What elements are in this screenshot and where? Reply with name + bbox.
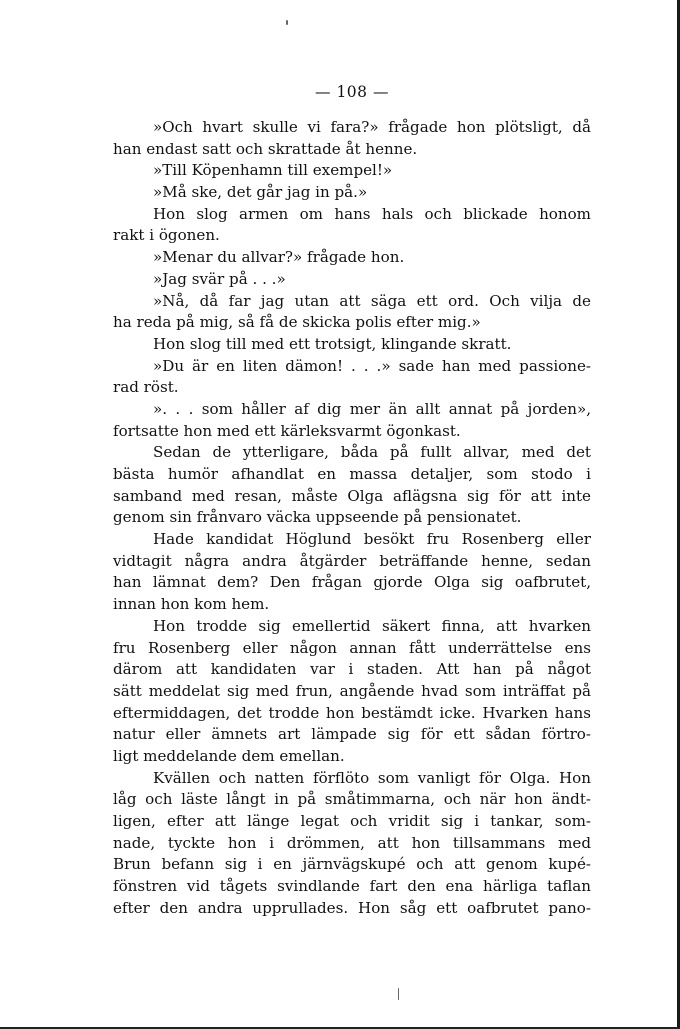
text-line: »Och hvart skulle vi fara?» frågade hon plötsligt, då — [153, 118, 591, 136]
text-line: Sedan de ytterligare, båda på fullt allvar, med det — [153, 443, 591, 462]
text-line: Hade kandidat Höglund besökt fru Rosenberg eller — [153, 530, 591, 549]
text-line: fortsatte hon med ett kärleksvarmt ögonkast. — [113, 421, 461, 440]
text-line: vidtagit några andra åtgärder beträffande henne, sedan — [113, 551, 591, 570]
text-line: rakt i ögonen. — [113, 226, 220, 245]
text-line: »Menar du allvar?» frågade hon. — [153, 248, 405, 267]
text-line: fru Rosenberg eller någon annan fått underrättelse ens — [113, 638, 591, 657]
text-line: därom att kandidaten var i staden. Att han på något — [113, 660, 591, 679]
text-line: ligt meddelande dem emellan. — [113, 746, 345, 765]
text-line: Hon slog till med ett trotsigt, klingande skratt. — [153, 334, 512, 353]
text-line: genom sin frånvaro väcka uppseende på pensionatet. — [113, 508, 522, 527]
text-line: bästa humör afhandlat en massa detaljer, som stodo i — [113, 465, 591, 483]
text-line: Kvällen och natten förflöto som vanligt för Olga. Hon — [153, 768, 591, 787]
text-line: »Må ske, det går jag in på.» — [153, 183, 368, 202]
text-line: han endast satt och skrattade åt henne. — [113, 139, 418, 158]
text-line: ». . . som håller af dig mer än allt annat på jorden», — [153, 399, 591, 418]
text-line: »Nå, då far jag utan att säga ett ord. Och vilja de — [153, 291, 591, 310]
text-line: Hon trodde sig emellertid säkert finna, att hvarken — [153, 616, 591, 635]
text-line: nade, tyckte hon i drömmen, att hon tillsammans med — [113, 833, 591, 852]
page-number: — 108 — — [315, 83, 389, 101]
scan-speck — [286, 20, 288, 25]
book-page — [113, 82, 591, 919]
text-line: innan hon kom hem. — [113, 595, 270, 614]
text-line: låg och läste långt in på småtimmarna, och när hon ändt- — [113, 790, 591, 809]
text-line: eftermiddagen, det trodde hon bestämdt icke. Hvarken hans — [113, 703, 591, 722]
text-line: »Jag svär på . . .» — [153, 269, 286, 288]
text-line: Brun befann sig i en järnvägskupé och att genom kupé- — [113, 855, 591, 874]
text-line: fönstren vid tågets svindlande fart den ena härliga taflan — [113, 877, 591, 896]
text-line: »Du är en liten dämon! . . .» sade han med passione- — [153, 356, 591, 375]
text-line: sätt meddelat sig med frun, angående hvad som inträffat på — [113, 681, 591, 700]
scan-speck — [398, 988, 399, 1000]
text-line: ligen, efter att länge legat och vridit sig i tankar, som- — [113, 812, 591, 830]
text-line: rad röst. — [113, 378, 179, 397]
text-line: natur eller ämnets art lämpade sig för ett sådan förtro- — [113, 725, 591, 744]
text-line: »Till Köpenhamn till exempel!» — [153, 161, 393, 180]
text-line: samband med resan, måste Olga aflägsna sig för att inte — [113, 486, 591, 505]
page-text-body — [113, 117, 591, 919]
text-line: Hon slog armen om hans hals och blickade honom — [153, 204, 591, 223]
text-line: ha reda på mig, så få de skicka polis efter mig.» — [113, 313, 481, 332]
text-line: han lämnat dem? Den frågan gjorde Olga sig oafbrutet, — [113, 573, 591, 592]
text-line: efter den andra upprullades. Hon såg ett oafbrutet pano- — [113, 898, 591, 917]
